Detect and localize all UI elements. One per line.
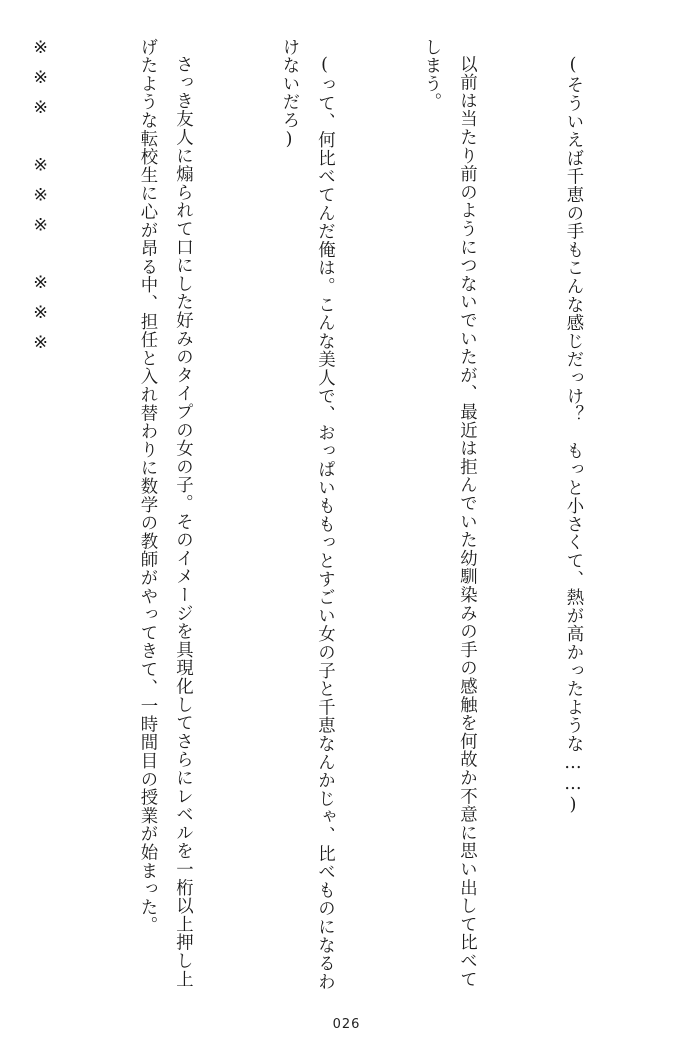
- paragraph: さっき友人に煽られて口にした好みのタイプの女の子。そのイメージを具現化してさらにレベルを一桁以上押し上げたような転校生に心が昂る中、担任と入れ替わりに数学の教師がやってきて、一時間目の授業が始まった。: [137, 38, 193, 989]
- paragraph: 以前は当たり前のようにつないでいたが、最近は拒んでいた幼馴染みの手の感触を何故か不意に思い出して比べてしまう。: [421, 38, 477, 989]
- scene-separator: ※※※ ※※※ ※※※: [30, 38, 51, 363]
- page-text-body: [30, 38, 661, 993]
- paragraph: (そういえば千恵の手もこんな感じだっけ？ もっと小さくて、熱が高かったような……): [563, 55, 583, 817]
- paragraph: (って、何比べてんだ俺は。こんな美人で、おっぱいももっとすごい女の子と千恵なんかじゃ、比べものになるわけないだろ): [279, 38, 335, 992]
- page-number: 026: [332, 1017, 361, 1032]
